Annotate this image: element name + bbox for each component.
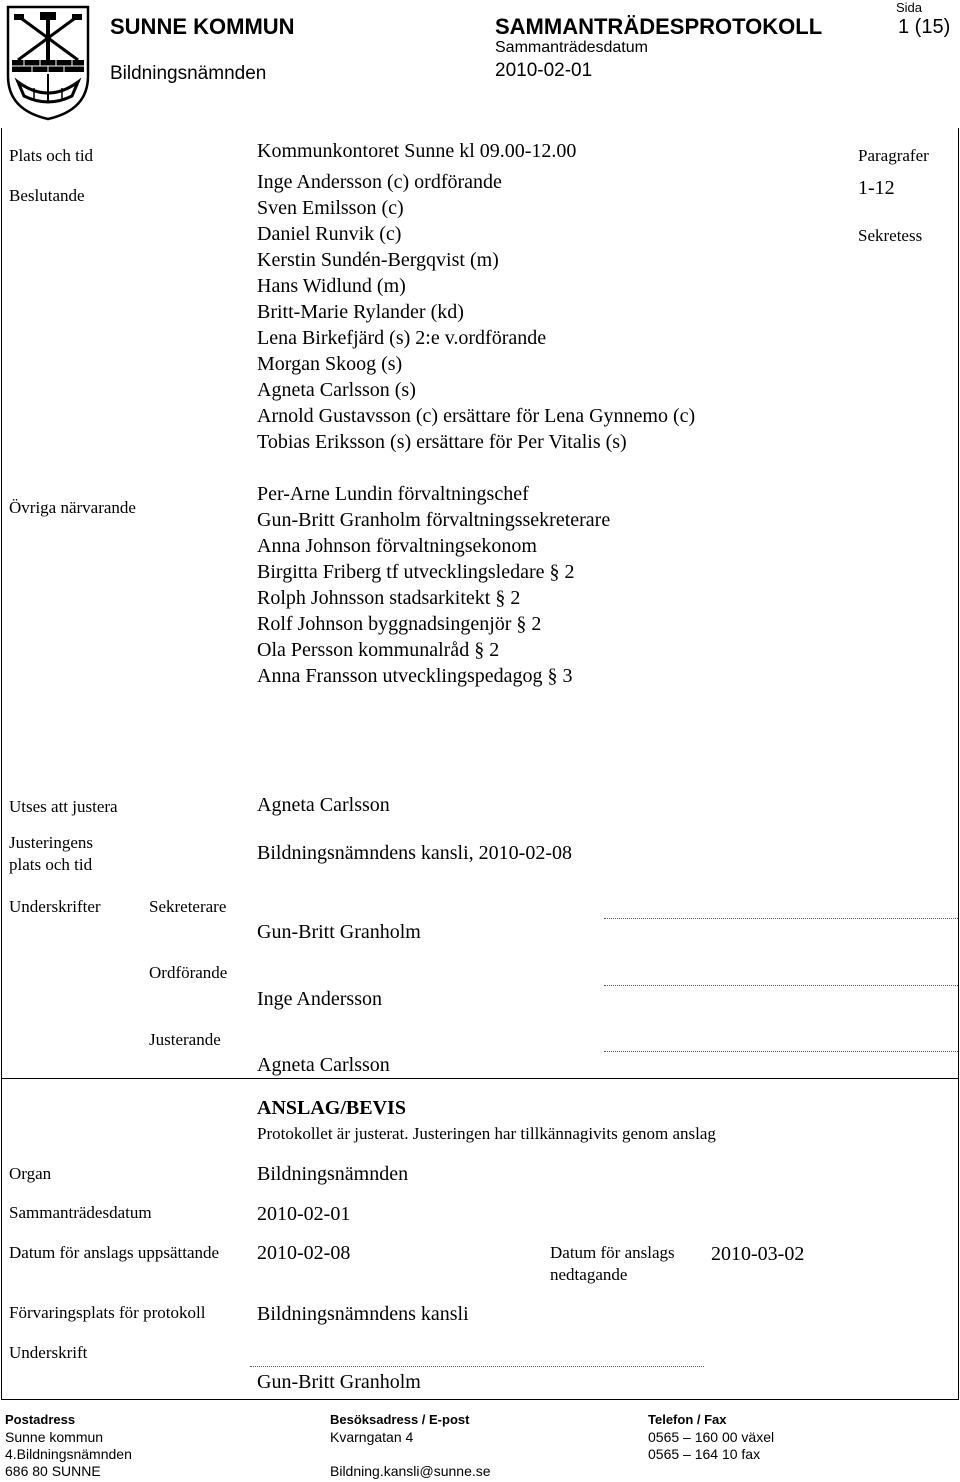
page-label: Sida xyxy=(896,0,923,15)
notice-title: ANSLAG/BEVIS xyxy=(257,1097,406,1119)
list-item: Rolf Johnson byggnadsingenjör § 2 xyxy=(257,613,542,635)
adjuster-role: Justerande xyxy=(149,1030,221,1049)
signatures-label: Underskrifter xyxy=(9,897,101,916)
organ-label: Organ xyxy=(9,1164,52,1183)
adjust-place-value: Bildningsnämndens kansli, 2010-02-08 xyxy=(257,842,572,864)
visit-address: Kvarngatan 4 xyxy=(330,1429,414,1445)
list-item: Lena Birkefjärd (s) 2:e v.ordförande xyxy=(257,327,547,349)
meeting-date-label: Sammanträdesdatum xyxy=(495,39,648,56)
place-label: Plats och tid xyxy=(9,146,94,165)
posted-value: 2010-02-08 xyxy=(257,1242,351,1264)
chairman-name: Inge Andersson xyxy=(257,988,382,1010)
others-list xyxy=(257,481,610,689)
list-item: Birgitta Friberg tf utvecklingsledare § 2 xyxy=(257,561,575,583)
signature-line xyxy=(604,1051,958,1052)
org-name: SUNNE KOMMUN xyxy=(110,14,295,39)
page-number: 1 (15) xyxy=(898,16,951,38)
postal-label: Postadress xyxy=(5,1412,76,1427)
organ-value: Bildningsnämnden xyxy=(257,1163,409,1185)
list-item: Inge Andersson (c) ordförande xyxy=(257,171,502,193)
removed-value: 2010-03-02 xyxy=(711,1243,805,1265)
paragraphs-value: 1-12 xyxy=(858,177,895,199)
signature-line xyxy=(250,1366,704,1367)
chairman-role: Ordförande xyxy=(149,963,228,982)
adjust-place-label-2: plats och tid xyxy=(9,855,93,874)
adjuster-name: Agneta Carlsson xyxy=(257,1054,390,1076)
signature-value: Gun-Britt Granholm xyxy=(257,1371,421,1393)
list-item: Hans Widlund (m) xyxy=(257,275,406,297)
visit-label: Besöksadress / E-post xyxy=(330,1412,470,1427)
deciding-list xyxy=(257,169,695,455)
coat-of-arms-logo xyxy=(4,4,92,122)
signature-line xyxy=(604,918,958,919)
frame-right xyxy=(958,128,959,1400)
postal-line: 4.Bildningsnämnden xyxy=(5,1446,132,1462)
appointed-label: Utses att justera xyxy=(9,797,118,816)
secretary-role: Sekreterare xyxy=(149,897,227,916)
storage-value: Bildningsnämndens kansli xyxy=(257,1303,469,1325)
others-label: Övriga närvarande xyxy=(9,498,136,517)
list-item: Anna Fransson utvecklingspedagog § 3 xyxy=(257,665,573,687)
department-name: Bildningsnämnden xyxy=(110,63,267,84)
email-link[interactable]: Bildning.kansli@sunne.se xyxy=(330,1463,491,1479)
list-item: Agneta Carlsson (s) xyxy=(257,379,416,401)
frame-bottom xyxy=(1,1399,959,1400)
postal-line: Sunne kommun xyxy=(5,1429,104,1445)
notice-date-value: 2010-02-01 xyxy=(257,1203,351,1225)
document-type: SAMMANTRÄDESPROTOKOLL xyxy=(495,14,823,39)
list-item: Kerstin Sundén-Bergqvist (m) xyxy=(257,249,499,271)
list-item: Rolph Johnsson stadsarkitekt § 2 xyxy=(257,587,521,609)
list-item: Sven Emilsson (c) xyxy=(257,197,404,219)
list-item: Daniel Runvik (c) xyxy=(257,223,402,245)
postal-line: 686 80 SUNNE xyxy=(5,1463,101,1479)
meeting-date: 2010-02-01 xyxy=(495,60,593,81)
posted-label: Datum för anslags uppsättande xyxy=(9,1243,220,1262)
removed-label-1: Datum för anslags xyxy=(550,1243,675,1262)
phone-label: Telefon / Fax xyxy=(648,1412,727,1427)
frame-left xyxy=(1,128,2,1400)
list-item: Morgan Skoog (s) xyxy=(257,353,403,375)
notice-text: Protokollet är justerat. Justeringen har tillkännagivits genom anslag xyxy=(257,1124,716,1143)
list-item: Tobias Eriksson (s) ersättare för Per Vitalis (s) xyxy=(257,431,627,453)
secretary-name: Gun-Britt Granholm xyxy=(257,921,421,943)
removed-label-2: nedtagande xyxy=(550,1265,628,1284)
adjust-place-label-1: Justeringens xyxy=(9,833,94,852)
list-item: Per-Arne Lundin förvaltningschef xyxy=(257,483,529,505)
list-item: Britt-Marie Rylander (kd) xyxy=(257,301,464,323)
place-value: Kommunkontoret Sunne kl 09.00-12.00 xyxy=(257,140,577,162)
storage-label: Förvaringsplats för protokoll xyxy=(9,1303,206,1322)
appointed-value: Agneta Carlsson xyxy=(257,794,390,816)
list-item: Arnold Gustavsson (c) ersättare för Lena Gynnemo (c) xyxy=(257,405,696,427)
secrecy-label: Sekretess xyxy=(858,226,923,245)
phone-value: 0565 – 160 00 växel xyxy=(648,1429,775,1445)
fax-value: 0565 – 164 10 fax xyxy=(648,1446,761,1462)
deciding-label: Beslutande xyxy=(9,186,85,205)
list-item: Gun-Britt Granholm förvaltningssekreterare xyxy=(257,509,611,531)
signatures-divider xyxy=(1,1078,959,1079)
list-item: Ola Persson kommunalråd § 2 xyxy=(257,639,500,661)
paragraphs-label: Paragrafer xyxy=(858,146,929,165)
signature-label: Underskrift xyxy=(9,1343,88,1362)
list-item: Anna Johnson förvaltningsekonom xyxy=(257,535,537,557)
notice-date-label: Sammanträdesdatum xyxy=(9,1203,152,1222)
signature-line xyxy=(604,985,958,986)
